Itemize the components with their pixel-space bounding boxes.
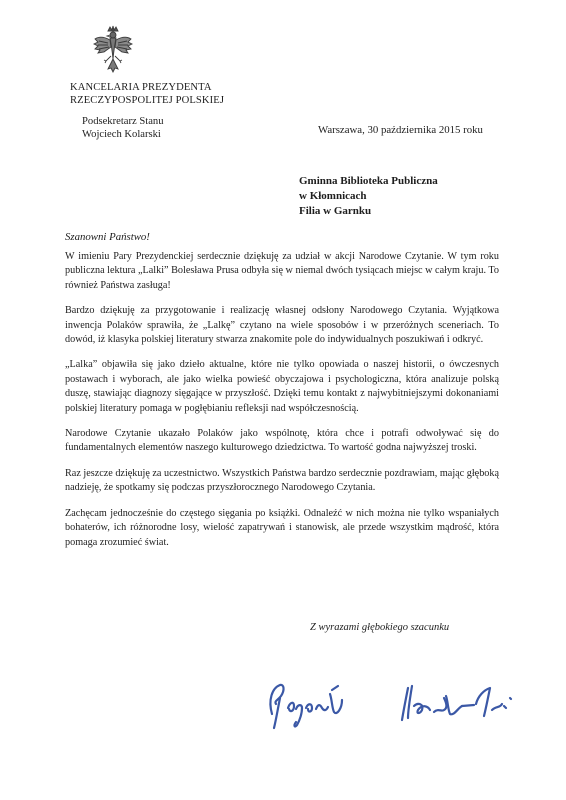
office-name-line-2: RZECZYPOSPOLITEJ POLSKIEJ <box>70 95 225 106</box>
recipient-line-3: Filia w Garnku <box>299 205 372 217</box>
paragraph-1: W imieniu Pary Prezydenckiej serdecznie dziękuję za udział w akcji Narodowe Czytanie. W tym roku publiczna lektura „Lalki” Bolesława Prusa odbyła się w niemal dwóch tysiącach miejsc w całym kraju. To również Państwa zasługa! <box>65 251 499 291</box>
recipient-line-2: w Kłomnicach <box>299 190 367 202</box>
paragraph-2: Bardzo dziękuję za przygotowanie i realizację własnej odsłony Narodowego Czytania. Wyjątkowa inwencja Polaków sprawiła, że „Lalkę” czytano na wiele sposobów i w przeróżnych sceneriach. To dowód, iż klasyka polskiej literatury stwarza znakomite pole do indywidualnych poszukiwań i odkryć. <box>65 305 499 346</box>
recipient-address <box>299 174 438 219</box>
office-name <box>70 81 225 107</box>
greeting: Szanowni Państwo! <box>65 231 150 243</box>
paragraph-5: Raz jeszcze dziękuję za uczestnictwo. Wszystkich Państwa bardzo serdecznie pozdrawiam, mając głęboką nadzieję, że spotkamy się podczas przyszłorocznego Narodowego Czytania. <box>65 467 500 494</box>
closing-phrase: Z wyrazami głębokiego szacunku <box>310 622 450 633</box>
signatory-title: Podsekretarz Stanu <box>82 116 164 127</box>
place-date: Warszawa, 30 października 2015 roku <box>318 124 483 136</box>
paragraph-3: „Lalka” objawiła się jako dzieło aktualne, które nie tylko opowiada o naszej historii, o ówczesnych postawach i wyborach, ale jako wielka powieść obyczajowa i psychologiczna, która analizuje polską duszę, stawiając diagnozy sięgające w przyszłość. Dzięki temu kontakt z najwybitniejszymi dokonaniami polskiej literatury pomaga w pogłębianiu refleksji nad współczesnością. <box>65 359 499 414</box>
paragraph-4: Narodowe Czytanie ukazało Polaków jako wspólnotę, która chce i potrafi odwoływać się do fundamentalnych elementów naszego kulturowego dziedzictwa. To wartość godna najwyższej troski. <box>65 428 499 454</box>
recipient-line-1: Gminna Biblioteka Publiczna <box>299 175 438 187</box>
office-name-line-1: KANCELARIA PREZYDENTA <box>70 82 212 93</box>
polish-eagle-emblem-icon <box>93 25 133 75</box>
handwritten-signature-icon <box>258 668 528 738</box>
paragraph-6: Zachęcam jednocześnie do częstego sięgania po książki. Odnaleźć w nich można nie tylko wspaniałych bohaterów, ich różnorodne losy, wielość zapatrywań i stanowisk, ale przede wszystkim mądrość, która pomaga zrozumieć świat. <box>65 507 499 548</box>
signatory-name: Wojciech Kolarski <box>82 128 161 140</box>
letter-body <box>65 250 499 561</box>
signatory-block <box>82 116 164 141</box>
